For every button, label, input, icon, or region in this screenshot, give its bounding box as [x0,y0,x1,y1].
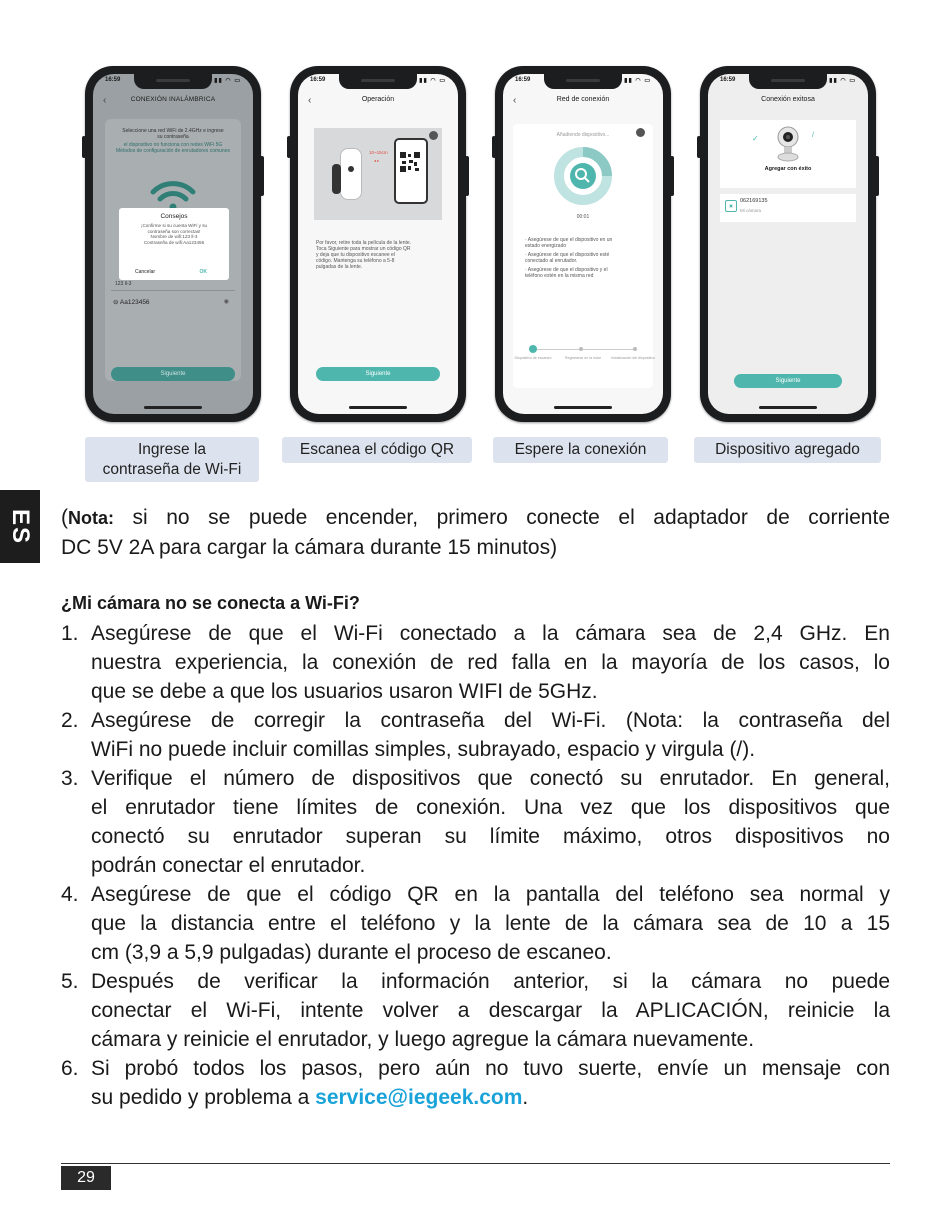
footer-divider [61,1163,890,1164]
support-email-link[interactable]: service@iegeek.com [315,1086,523,1109]
password-field[interactable]: ⊖ Aa123456 [113,299,150,306]
next-button[interactable]: Siguiente [111,367,235,381]
power-note: (Nota: si no se puede encender, primero conecte el adaptador de corriente DC 5V 2A para cargar la cámara durante 15 minutos) [61,506,890,559]
list-item: 3. Verifique el número de dispositivos que conectó su enrutador. En general, el enrutador tiene límites de conexión. Una vez que los dispositivos que conectó su enrutador superan su límite máximo, otros dispositivos no podrán conectar el enrutador. [61,767,890,877]
troubleshooting-list [61,619,890,1112]
lock-icon: ⊖ [113,299,119,306]
next-button[interactable]: Siguiente [316,367,440,381]
language-tab: ES [0,490,40,563]
faq-heading: ¿Mi cámara no se conecta a Wi-Fi? [61,593,360,613]
back-icon[interactable]: ‹ [513,95,517,106]
wifi-icon [149,180,197,210]
tips-dialog: Consejos ¡Confirme si su cuenta WiFi y su contraseña son correctas! Nombre de wifi:123 ll-3 Contraseña de wifi:Aa123456 Cancelar OK [119,208,229,280]
eye-icon[interactable]: ◉ [223,299,229,305]
list-item: 5. Después de verificar la información anterior, si la cámara no puede conectar el Wi-Fi, intente volver a descargar la APLICACIÓN, reinicie la cámara y reinicie el enrutador, y luego agregue la cámara nuevamente. [61,970,890,1051]
page-number: 29 [61,1166,111,1190]
wifi-network-name: 123 ll-3 [115,281,132,287]
ok-button[interactable]: OK [199,269,207,275]
phone-scan-qr: 16:59 ▮▮ ◠ ▭ ‹ Operación 10~15cm ◂ ▸ Por favor, retire toda la película de la lente. Toca Siguiente para mostrar un código QR y deja que tu dispositivo escanee el código. Mantenga su teléfono a 5-8 pulgadas de la lente. Siguiente [290,66,466,422]
screen-title: Red de conexión [556,96,610,103]
list-item: 4. Asegúrese de que el código QR en la pantalla del teléfono sea normal y que la distancia entre el teléfono y la lente de la cámara sea de 10 a 15 cm (3,9 a 5,9 pulgadas) durante el proceso de escaneo. [61,883,890,964]
cancel-button[interactable]: Cancelar [135,269,156,275]
caption-wait-connection: Espere la conexión [493,437,668,463]
list-item: 6. Si probó todos los pasos, pero aún no tuvo suerte, envíe un mensaje con su pedido y problema a service@iegeek.com. [61,1057,890,1109]
back-icon[interactable]: ‹ [308,95,312,106]
camera-icon [774,124,802,164]
phone-connecting: 16:59 ▮▮ ◠ ▭ ‹ Red de conexión Añadiendo dispositivo... 00:01 · Asegúrese de que el dispositivo en un estado energizado · Asegúrese de que el dispositivo esté conectado al enrutador. · Asegúrese de que el dispositivo y el teléfono estén en la misma red Dispositivo de escaneo Registrarse en la nube Inicialización del dispositivo [495,66,671,422]
caption-wifi-password: Ingrese la contraseña de Wi-Fi [85,437,259,482]
qr-code-icon [400,152,420,172]
list-item: 1. Asegúrese de que el Wi-Fi conectado a la cámara sea de 2,4 GHz. En nuestra experiencia, la conexión de red falla en la mayoría de los casos, lo que se debe a que los usuarios usaron WIFI de 5GHz. [61,622,890,703]
back-icon[interactable]: ‹ [103,95,107,106]
device-card[interactable]: ▣ 062169135 Mi cámara [720,194,856,222]
screen-title: Conexión exitosa [761,96,815,103]
screen-title: Operación [361,96,395,103]
step-progress [533,349,633,350]
next-button[interactable]: Siguiente [734,374,842,388]
device-icon: ▣ [725,200,737,212]
caption-scan-qr: Escanea el código QR [282,437,472,463]
list-item: 2. Asegúrese de corregir la contraseña del Wi-Fi. (Nota: la contraseña del WiFi no puede incluir comillas simples, subrayado, espacio y virgula (/). [61,709,890,761]
close-icon[interactable] [636,128,645,137]
phone-success: 16:59 ▮▮ ◠ ▭ Conexión exitosa ✓ / Agregar con éxito ▣ 062169135 Mi cámara Siguiente [700,66,876,422]
screen-title: CONEXIÓN INALÁMBRICA [130,96,216,103]
phone-wifi-password: 16:59 ▮▮ ◠ ▭ ‹ CONEXIÓN INALÁMBRICA Seleccione una red WiFi de 2.4GHz e ingrese su contraseña el dispositivo no funciona con redes WiFi 5G Métodos de configuración de enrutadores comunes Consejos ¡Confirme si su cuenta WiFi y su contraseña son correctas! Nombre de wifi:123 ll-3 Contraseña de wifi:Aa123456 Cancelar OK 123 ll-3 ⊖ Aa123456 ◉ Siguiente [85,66,261,422]
qr-illustration: 10~15cm ◂ ▸ [314,128,442,220]
caption-device-added: Dispositivo agregado [694,437,881,463]
progress-ring [554,147,612,205]
